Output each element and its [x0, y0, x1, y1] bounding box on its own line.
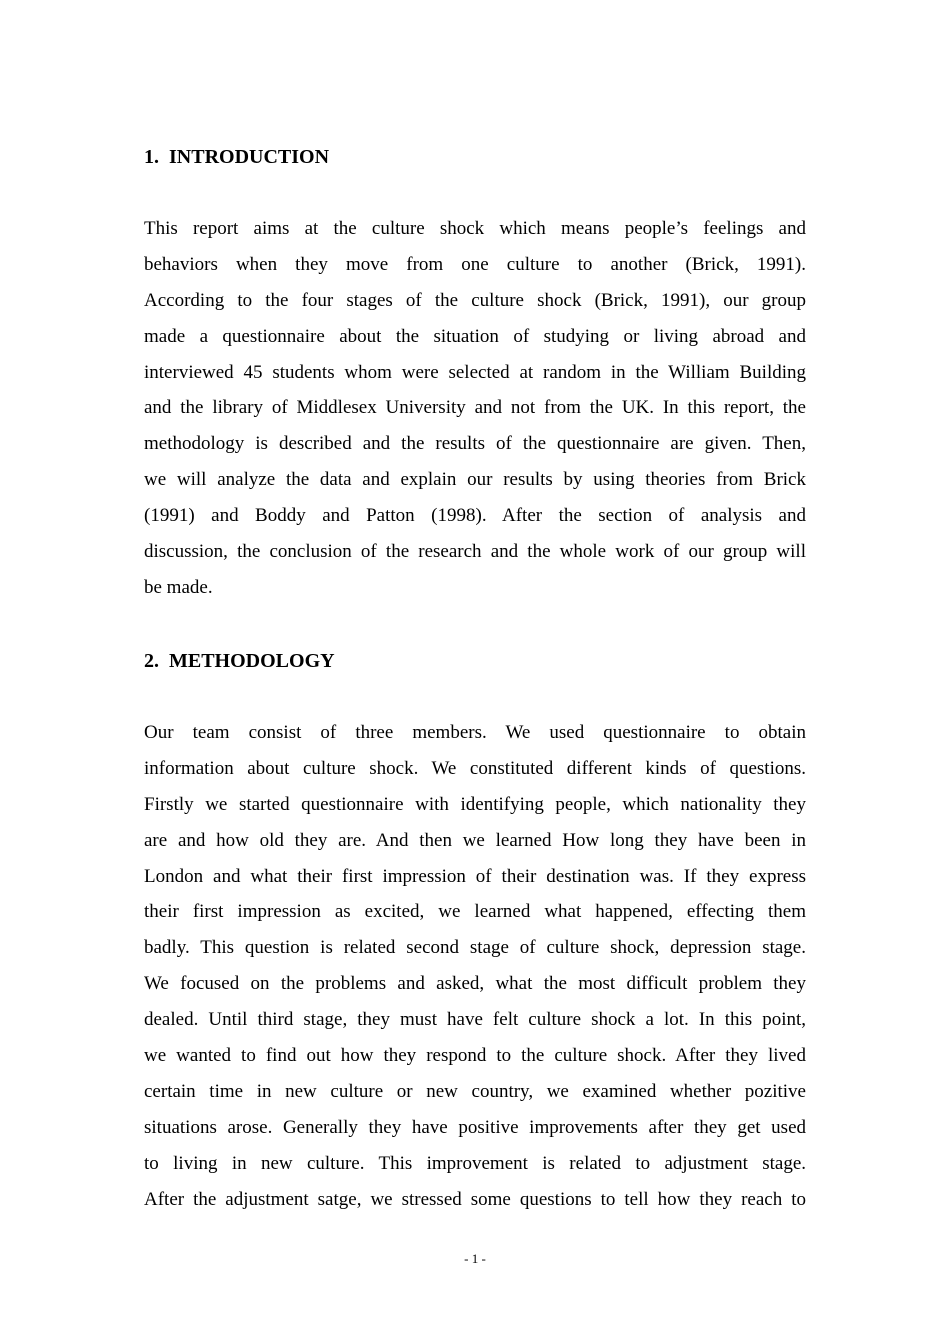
paragraph-line: behaviors when they move from one culture to another (Brick, 1991).	[144, 253, 806, 275]
section-heading-methodology: 2. METHODOLOGY	[144, 650, 335, 672]
paragraph-line: We focused on the problems and asked, what the most difficult problem they	[144, 973, 806, 995]
paragraph-line: certain time in new culture or new country, we examined whether pozitive	[144, 1080, 806, 1102]
paragraph-line: After the adjustment satge, we stressed some questions to tell how they reach to	[144, 1188, 806, 1210]
paragraph-line: London and what their first impression of their destination was. If they express	[144, 865, 806, 887]
paragraph-line: situations arose. Generally they have positive improvements after they get used	[144, 1116, 806, 1138]
paragraph-line: their first impression as excited, we learned what happened, effecting them	[144, 901, 806, 923]
paragraph-line: and the library of Middlesex University and not from the UK. In this report, the	[144, 397, 806, 419]
paragraph-line: dealed. Until third stage, they must have felt culture shock a lot. In this point,	[144, 1009, 806, 1031]
paragraph-line: According to the four stages of the culture shock (Brick, 1991), our group	[144, 289, 806, 311]
paragraph-line: interviewed 45 students whom were selected at random in the William Building	[144, 361, 806, 383]
introduction-paragraph	[144, 211, 806, 606]
methodology-paragraph	[144, 715, 806, 1217]
paragraph-line: discussion, the conclusion of the research and the whole work of our group will	[144, 541, 806, 563]
paragraph-line: badly. This question is related second stage of culture shock, depression stage.	[144, 937, 806, 959]
paragraph-line: to living in new culture. This improvement is related to adjustment stage.	[144, 1152, 806, 1174]
paragraph-line: Our team consist of three members. We used questionnaire to obtain	[144, 722, 806, 743]
section-heading-introduction: 1. INTRODUCTION	[144, 146, 330, 168]
paragraph-line: are and how old they are. And then we learned How long they have been in	[144, 829, 806, 851]
paragraph-line: made a questionnaire about the situation of studying or living abroad and	[144, 325, 806, 347]
paragraph-line: be made.	[144, 576, 213, 598]
paragraph-line: methodology is described and the results of the questionnaire are given. Then,	[144, 433, 806, 455]
paragraph-line: (1991) and Boddy and Patton (1998). After the section of analysis and	[144, 505, 806, 527]
paragraph-line: we will analyze the data and explain our results by using theories from Brick	[144, 469, 806, 491]
paragraph-line: information about culture shock. We constituted different kinds of questions.	[144, 757, 806, 779]
paragraph-line: Firstly we started questionnaire with identifying people, which nationality they	[144, 793, 806, 815]
paragraph-line: we wanted to find out how they respond to the culture shock. After they lived	[144, 1045, 806, 1067]
page-number: - 1 -	[464, 1251, 486, 1266]
paragraph-line: This report aims at the culture shock which means people’s feelings and	[144, 218, 806, 239]
